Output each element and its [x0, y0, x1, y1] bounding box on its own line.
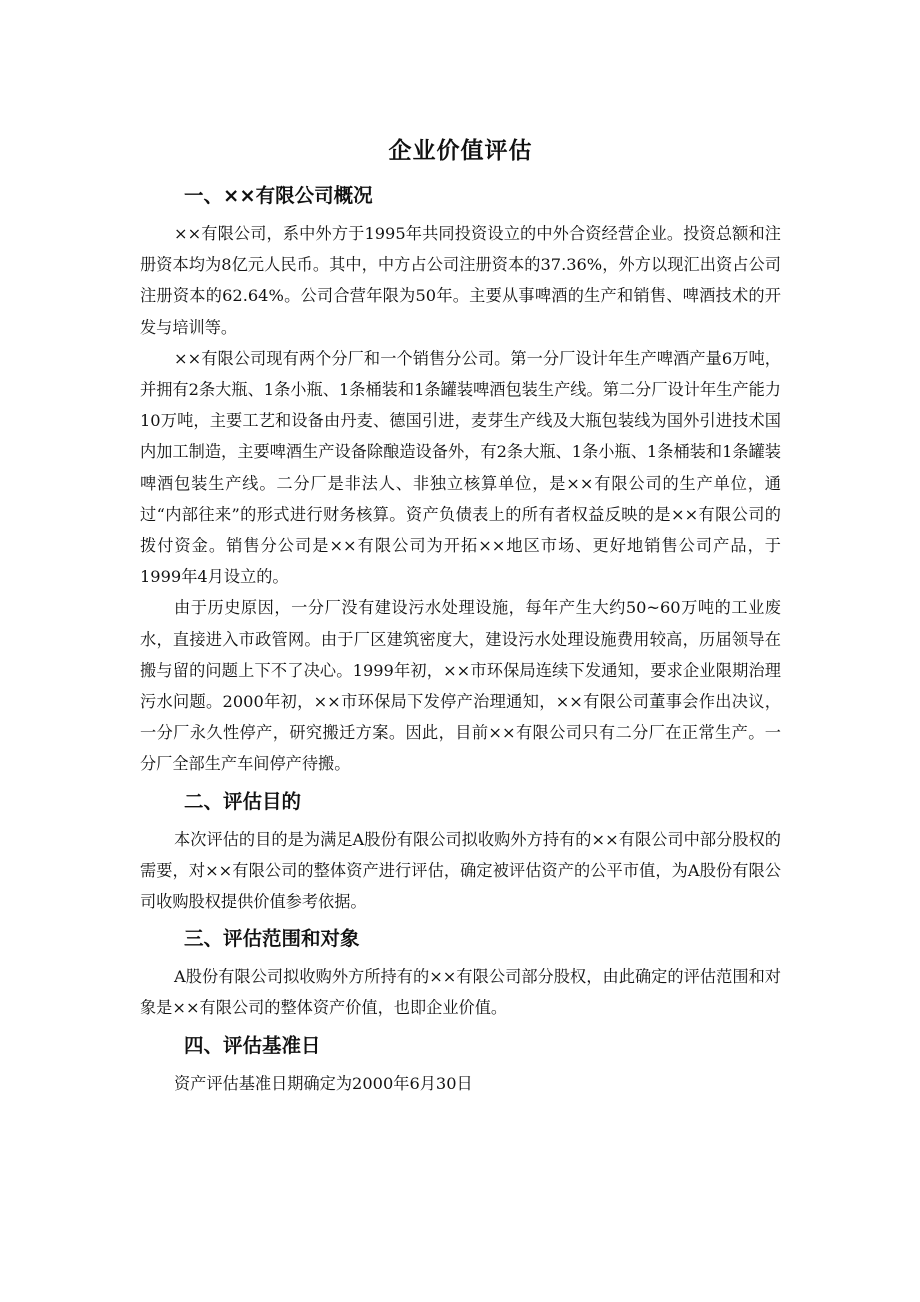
section-scope [140, 925, 781, 1023]
paragraph: 本次评估的目的是为满足A股份有限公司拟收购外方持有的××有限公司中部分股权的需要，对××有限公司的整体资产进行评估，确定被评估资产的公平市值，为A股份有限公司收购股权提供价值参考依据。 [140, 829, 781, 912]
section-heading: 二、评估目的 [184, 789, 302, 813]
section-base-date [140, 1032, 781, 1099]
section-heading: 三、评估范围和对象 [184, 927, 360, 951]
section-heading: 四、评估基准日 [184, 1033, 321, 1057]
section-heading: 一、××有限公司概况 [184, 184, 373, 207]
document-page [140, 128, 781, 1099]
paragraph: 由于历史原因，一分厂没有建设污水处理设施，每年产生大约50~60万吨的工业废水，直接进入市政管网。由于厂区建筑密度大，建设污水处理设施费用较高，历届领导在搬与留的问题上下不了决心。1999年初，××市环保局连续下发通知，要求企业限期治理污水问题。2000年初，××市环保局下发停产治理通知，××有限公司董事会作出决议，一分厂永久性停产，研究搬迁方案。因此，目前××有限公司只有二分厂在正常生产。一分厂全部生产车间停产待搬。 [140, 598, 781, 774]
section-purpose [140, 788, 781, 918]
document-title: 企业价值评估 [388, 138, 533, 164]
section-overview [140, 182, 781, 780]
paragraph: ××有限公司现有两个分厂和一个销售分公司。第一分厂设计年生产啤酒产量6万吨，并拥有2条大瓶、1条小瓶、1条桶装和1条罐装啤酒包装生产线。第二分厂设计年生产能力10万吨，主要工艺和设备由丹麦、德国引进，麦芽生产线及大瓶包装线为国外引进技术国内加工制造，主要啤酒生产设备除酿造设备外，有2条大瓶、1条小瓶、1条桶装和1条罐装啤酒包装生产线。二分厂是非法人、非独立核算单位，是××有限公司的生产单位，通过“内部往来”的形式进行财务核算。资产负债表上的所有者权益反映的是××有限公司的拨付资金。销售分公司是××有限公司为开拓××地区市场、更好地销售公司产品，于1999年4月设立的。 [140, 348, 781, 587]
paragraph: ××有限公司，系中外方于1995年共同投资设立的中外合资经营企业。投资总额和注册资本均为8亿元人民币。其中，中方占公司注册资本的37.36%，外方以现汇出资占公司注册资本的62.64%。公司合营年限为50年。主要从事啤酒的生产和销售、啤酒技术的开发与培训等。 [140, 224, 781, 337]
paragraph: 资产评估基准日期确定为2000年6月30日 [174, 1073, 473, 1093]
paragraph: A股份有限公司拟收购外方所持有的××有限公司部分股权，由此确定的评估范围和对象是××有限公司的整体资产价值，也即企业价值。 [140, 967, 781, 1018]
